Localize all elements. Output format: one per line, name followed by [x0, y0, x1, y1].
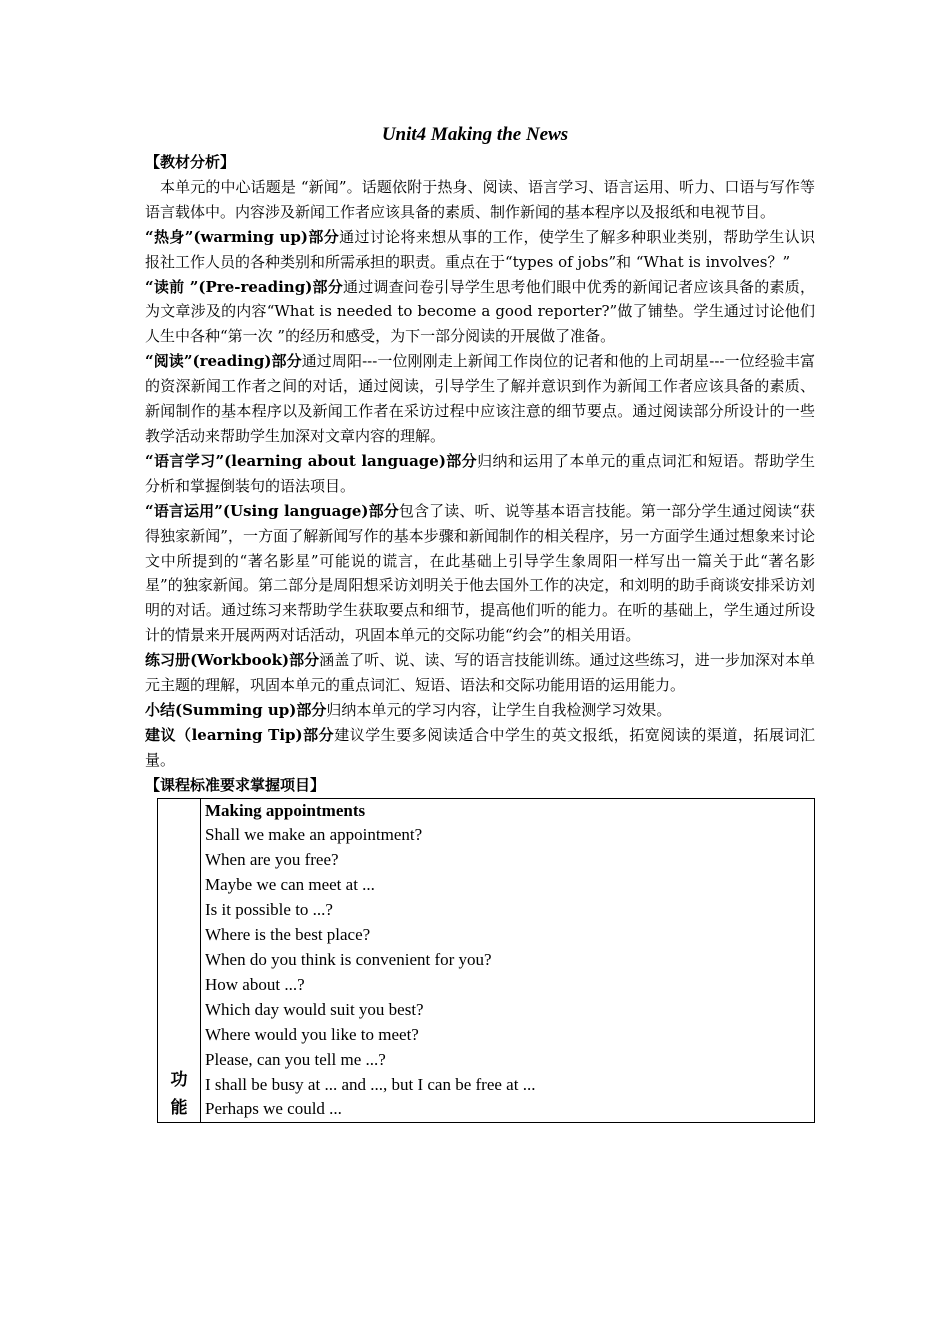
function-table [157, 798, 815, 1124]
function-item: How about ...? [205, 974, 305, 994]
tip-paragraph [145, 723, 815, 773]
language-paragraph [145, 449, 815, 499]
function-item: Perhaps we could ... [205, 1099, 342, 1119]
function-item: Is it possible to ...? [205, 900, 333, 920]
function-label-char: 功 [170, 1070, 188, 1091]
tip-text: 建议学生要多阅读适合中学生的英文报纸，拓宽阅读的渠道，拓展词汇量。 [145, 725, 815, 769]
function-item: Please, can you tell me ...? [205, 1049, 386, 1069]
function-item: Where would you like to meet? [205, 1024, 419, 1044]
analysis-heading: 【教材分析】 [145, 153, 236, 171]
language-lead: “语言学习”(learning about language)部分 [145, 451, 478, 470]
function-item: When do you think is convenient for you? [205, 950, 492, 969]
prereading-paragraph [145, 275, 815, 350]
summing-lead: 小结(Summing up)部分 [145, 700, 327, 719]
using-text: 包含了读、听、说等基本语言技能。第一部分学生通过阅读“获得独家新闻”，一方面了解新闻写作的基本步骤和新闻制作的相关程序，另一方面学生通过想象来讨论文中所提到的“著名影星”可能说的谎言，在此基础上引导学生象周阳一样写出一篇关于此“著名影星”的独家新闻。第二部分是周阳想采访刘明关于他去国外工作的决定，和刘明的助手商谈安排采访刘明的对话。通过练习来帮助学生获取要点和细节，提高他们听的能力。在听的基础上，学生通过所设计的情景来开展两两对话活动，巩固本单元的交际功能“约会”的相关用语。 [145, 501, 815, 645]
using-lead: “语言运用”(Using language)部分 [145, 501, 399, 520]
function-item: I shall be busy at ... and ..., but I can be free at ... [205, 1074, 536, 1094]
function-item: When are you free? [205, 850, 339, 870]
function-item: Maybe we can meet at ... [205, 875, 375, 895]
workbook-paragraph [145, 648, 815, 698]
reading-lead: “阅读”(reading)部分 [145, 352, 302, 371]
warming-lead: “热身”(warming up)部分 [145, 227, 340, 246]
tip-lead: 建议（learning Tip)部分 [145, 725, 335, 744]
warming-text: 通过讨论将来想从事的工作，使学生了解多种职业类别，帮助学生认识报社工作人员的各种类别和所需承担的职责。重点在于“types of jobs”和 “What is involves？” [145, 227, 815, 271]
workbook-text: 涵盖了听、说、读、写的语言技能训练。通过这些练习，进一步加深对本单元主题的理解，巩固本单元的重点词汇、短语、语法和交际功能用语的运用能力。 [145, 651, 815, 695]
function-label-char: 能 [170, 1098, 188, 1119]
using-paragraph [145, 499, 815, 648]
language-text: 归纳和运用了本单元的重点词汇和短语。帮助学生分析和掌握倒装句的语法项目。 [145, 451, 815, 495]
function-items-cell [201, 798, 815, 1123]
summing-text: 归纳本单元的学习内容，让学生自我检测学习效果。 [326, 700, 672, 719]
reading-text: 通过周阳---一位刚刚走上新闻工作岗位的记者和他的上司胡星---一位经验丰富的资深新闻工作者之间的对话，通过阅读，引导学生了解并意识到作为新闻工作者应该具备的素质、新闻制作的基本程序以及新闻工作者在采访过程中应该注意的细节要点。通过阅读部分所设计的一些教学活动来帮助学生加深对文章内容的理解。 [145, 352, 815, 445]
function-row [158, 798, 815, 1123]
reading-paragraph [145, 349, 815, 449]
document-body [145, 150, 815, 1123]
function-item-heading: Making appointments [205, 800, 366, 820]
function-item: Where is the best place? [205, 925, 371, 945]
prereading-lead: “读前 ”(Pre-reading)部分 [145, 277, 343, 296]
document-title: Unit4 Making the News [381, 124, 569, 145]
function-label-cell [158, 798, 201, 1123]
summing-paragraph [145, 698, 815, 723]
workbook-lead: 练习册(Workbook)部分 [145, 651, 320, 670]
prereading-text: 通过调查问卷引导学生思考他们眼中优秀的新闻记者应该具备的素质，为文章涉及的内容“What is needed to become a good reporter?”做了铺垫。学生通过讨论他们人生中各种“第一次 ”的经历和感受，为下一部分阅读的开展做了准备。 [145, 277, 815, 346]
standards-heading: 【课程标准要求掌握项目】 [145, 775, 326, 794]
warming-paragraph [145, 225, 815, 275]
function-item: Shall we make an appointment? [205, 825, 423, 845]
function-item: Which day would suit you best? [205, 999, 424, 1019]
intro-paragraph: 本单元的中心话题是 “新闻”。话题依附于热身、阅读、语言学习、语言运用、听力、口语与写作等语言载体中。内容涉及新闻工作者应该具备的素质、制作新闻的基本程序以及报纸和电视节目。 [145, 177, 815, 221]
